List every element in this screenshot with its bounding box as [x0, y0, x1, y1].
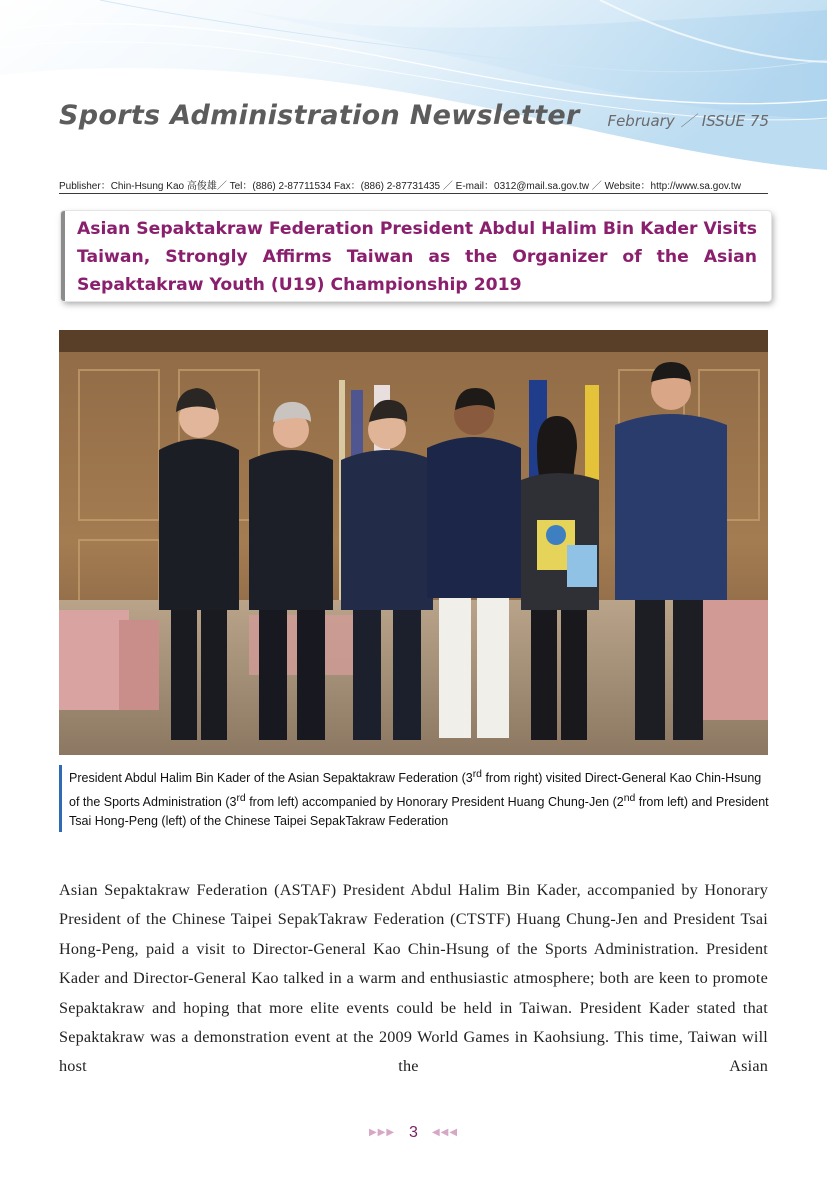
- header-divider: [59, 193, 768, 194]
- caption-text-2: from right) visited Direct-General Kao Chin-Hsung of the Sports Administration (3: [69, 771, 762, 809]
- article-photo: [59, 330, 768, 755]
- caption-sup-3: nd: [623, 792, 636, 804]
- caption-text-1: President Abdul Halim Bin Kader of the Asian Sepaktakraw Federation (3: [69, 771, 473, 786]
- issue-number: ISSUE 75: [701, 112, 769, 130]
- caption-text-3: from left) accompanied by Honorary President Huang Chung-Jen (2: [245, 794, 624, 809]
- caption-text-4: from left) and President Tsai Hong-Peng (left) of the Chinese Taipei SepakTakraw Federation: [69, 794, 769, 829]
- article-title-box: [61, 211, 771, 301]
- page-footer: [0, 1124, 827, 1142]
- newsletter-masthead: Sports Administration Newsletter: [59, 100, 580, 131]
- publisher-info: Publisher：Chin-Hsung Kao 高俊雄／ Tel：(886) 2-87711534 Fax：(886) 2-87731435 ／ E-mail：0312@mail.sa.gov.tw ／ Website：http://www.sa.gov.tw: [59, 181, 741, 192]
- article-body: Asian Sepaktakraw Federation (ASTAF) President Abdul Halim Bin Kader, accompanied by Honorary President of the Chinese Taipei SepakTakraw Federation (CTSTF) Huang Chung-Jen and President Tsai Hong-Peng, paid a visit to Director-General Kao Chin-Hsung of the Sports Administration. President Kader and Director-General Kao talked in a warm and enthusiastic atmosphere; both are keen to promote Sepaktakraw and hoping that more elite events could be held in Taiwan. President Kader stated that Sepaktakraw was a demonstration event at the 2009 World Games in Kaohsiung. This time, Taiwan will host the Asian: [59, 881, 768, 1076]
- issue-label: [607, 110, 769, 131]
- issue-month: February: [607, 112, 675, 130]
- caption-sup-2: rd: [236, 792, 246, 804]
- footer-right-arrows: ◀◀◀: [431, 1127, 459, 1138]
- article-title: Asian Sepaktakraw Federation President Abdul Halim Bin Kader Visits Taiwan, Strongly Affirms Taiwan as the Organizer of the Asian Sepaktakraw Youth (U19) Championship 2019: [77, 219, 757, 295]
- issue-separator: ／: [680, 112, 696, 130]
- page-number: 3: [409, 1124, 418, 1141]
- photo-caption: [59, 765, 769, 832]
- footer-left-arrows: ▶▶▶: [368, 1127, 396, 1138]
- caption-sup-1: rd: [472, 769, 482, 780]
